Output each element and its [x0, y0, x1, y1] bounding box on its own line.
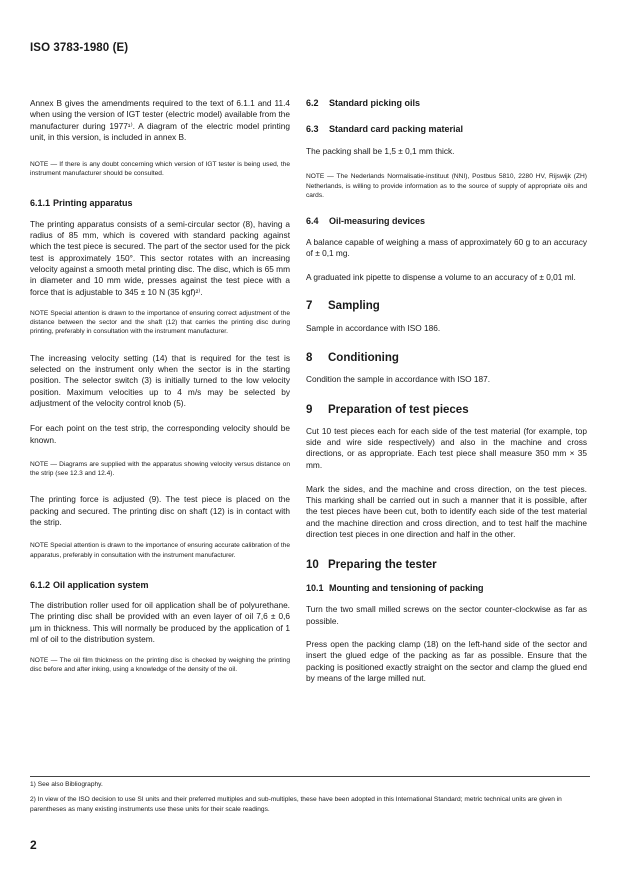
section-number: 6.4	[306, 216, 319, 227]
section-number: 10	[306, 559, 319, 572]
section-number: 8	[306, 352, 313, 365]
section-title: Printing apparatus	[53, 197, 133, 208]
note-oil-film: NOTE — The oil film thickness on the printing disc is checked by weighing the printing disc before and after inking, using a knowledge of the density of the oil.	[30, 657, 290, 674]
section-number: 6.1.1	[30, 197, 51, 208]
paragraph-balance: A balance capable of weighing a mass of approximately 60 g to an accuracy of ± 0,1 mg.	[306, 237, 587, 259]
section-heading-6-3	[306, 124, 587, 134]
section-title: Preparing the tester	[328, 559, 437, 572]
page-number: 2	[30, 838, 37, 852]
note-version-doubt: NOTE — If there is any doubt concerning which version of IGT tester is being used, the instrument manufacturer should be consulted.	[30, 161, 290, 178]
section-heading-6-1-2	[30, 580, 290, 590]
paragraph-conditioning: Condition the sample in accordance with ISO 187.	[306, 374, 491, 385]
paragraph-cut-test-pieces: Cut 10 test pieces each for each side of the test material (for example, top side and wire side respectively) and also in the machine and cross directions, or as appropriate. Each test piece shall measure 350 mm × 35 mm.	[306, 425, 587, 470]
paragraph-printing-force: The printing force is adjusted (9). The test piece is placed on the packing and secured. The printing disc on shaft (12) is in contact with the strip.	[30, 494, 290, 528]
section-heading-10	[306, 559, 587, 571]
section-number: 9	[306, 403, 313, 416]
paragraph-sampling: Sample in accordance with ISO 186.	[306, 323, 441, 334]
paragraph-velocity-setting: The increasing velocity setting (14) that is required for the test is selected on the instrument only when the sector is in the starting position. The selector switch (3) is initially turned to the low velocity position. Maximum velocities up to 4 m/s may be selected by adjustment of the velocity control knob (5).	[30, 352, 290, 408]
section-number: 7	[306, 300, 313, 313]
section-heading-10-1	[306, 583, 587, 593]
section-heading-9	[306, 404, 587, 416]
section-number: 6.1.2	[30, 579, 51, 590]
footnote-2: 2) In view of the ISO decision to use SI units and their preferred multiples and sub-multiples, these have been adopted in this International Standard; metric technical units are given in parentheses as many existing instruments use these units for their scale readings.	[30, 796, 562, 813]
section-title: Conditioning	[328, 352, 399, 365]
section-title: Standard card packing material	[329, 124, 464, 134]
section-heading-6-1-1	[30, 198, 290, 208]
note-nni-supply: NOTE — The Nederlands Normalisatie-instituut (NNI), Postbus 5810, 2280 HV, Rijswijk (ZH) Netherlands, is willing to provide information as to the source of supply of appropriate oils and cards.	[306, 173, 587, 199]
paragraph-turn-screws: Turn the two small milled screws on the sector counter-clockwise as far as possible.	[306, 604, 587, 626]
paragraph-mark-sides: Mark the sides, and the machine and cross direction, on the test pieces. This marking shall be carried out in such a manner that it is possible, after the test pieces have been cut, both to identify each side of the test material and the machine direction and cross direction, and to test half the machine direction test pieces in one direction and half in the other.	[306, 483, 587, 540]
section-number: 6.3	[306, 124, 319, 134]
section-heading-8	[306, 352, 587, 364]
section-number: 6.2	[306, 98, 319, 108]
paragraph-printing-apparatus: The printing apparatus consists of a semi-circular sector (8), having a radius of 85 mm, which is covered with standard packing against which the test piece is secured. The part of the sector used for the pick test is approximately 150°. This sector rotates with an increasing velocity against a smooth metal printing disc. The disc, which is 65 mm in diameter and 10 mm wide, presses against the test piece with a force that is adjustable to 345 ± 10 N (35 kgf)²⁾.	[30, 218, 290, 297]
note-sector-adjustment: NOTE Special attention is drawn to the importance of ensuring correct adjustment of the distance between the sector and the shaft (12) that carries the printing disc during printing, preferably in consultation with the instrument manufacturer.	[30, 309, 290, 336]
note-calibration: NOTE Special attention is drawn to the importance of ensuring accurate calibration of the apparatus, preferably in consultation with the instrument manufacturer.	[30, 542, 290, 559]
footnotes	[30, 776, 590, 814]
section-title: Oil application system	[53, 579, 149, 590]
paragraph-velocity-known: For each point on the test strip, the corresponding velocity should be known.	[30, 423, 290, 445]
section-title: Mounting and tensioning of packing	[329, 583, 484, 594]
footnote-1: 1) See also Bibliography.	[30, 781, 103, 788]
note-diagrams: NOTE — Diagrams are supplied with the apparatus showing velocity versus distance on the strip (see 12.3 and 12.4).	[30, 460, 290, 478]
section-title: Preparation of test pieces	[328, 403, 469, 416]
section-heading-6-4	[306, 216, 587, 226]
paragraph-packing-clamp: Press open the packing clamp (18) on the left-hand side of the sector and insert the glued edge of the packing as far as possible. Ensure that the packing is positioned exactly straight on the sector and clamp the glued end by means of the large milled nut.	[306, 638, 587, 683]
paragraph-oil-application: The distribution roller used for oil application shall be of polyurethane. The printing disc shall be provided with an even layer of oil 7,6 ± 0,6 µm in thickness. This will normally be produced by the application of 1 ml of oil to the distribution system.	[30, 599, 290, 644]
paragraph-packing-thickness: The packing shall be 1,5 ± 0,1 mm thick.	[306, 146, 455, 156]
section-heading-7	[306, 300, 587, 312]
paragraph-ink-pipette: A graduated ink pipette to dispense a volume to an accuracy of ± 0,01 ml.	[306, 271, 576, 282]
paragraph-annex-b: Annex B gives the amendments required to the text of 6.1.1 and 11.4 when using the version of IGT tester (electric model) available from the manufacturer during 1977¹⁾. A diagram of the electric model printing unit, in this version, is included in annex B.	[30, 98, 290, 142]
document-header: ISO 3783-1980 (E)	[30, 42, 129, 54]
right-column	[306, 98, 587, 684]
section-heading-6-2	[306, 98, 587, 108]
section-number: 10.1	[306, 583, 324, 594]
left-column	[30, 98, 290, 675]
section-title: Oil-measuring devices	[329, 216, 426, 227]
section-title: Sampling	[328, 300, 380, 313]
section-title: Standard picking oils	[329, 98, 421, 108]
